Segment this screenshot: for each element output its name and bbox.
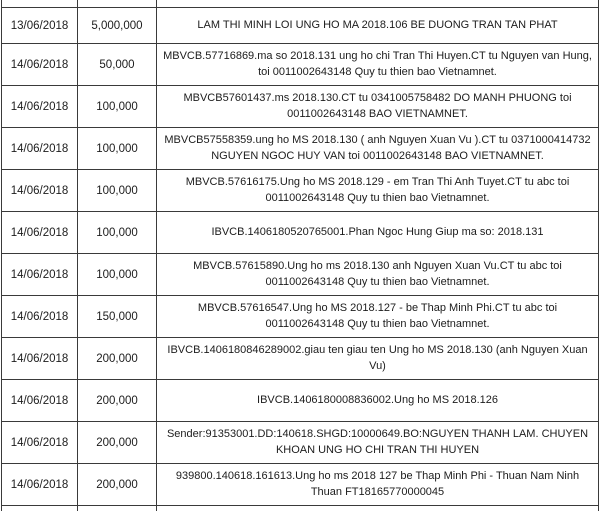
amount-cell: 150,000 (78, 296, 157, 337)
description-cell: LAM THI MINH LOI UNG HO MA 2018.106 BE DUONG TRAN TAN PHAT (197, 18, 558, 31)
description-cell (157, 506, 598, 511)
amount-cell: 200,000 (78, 338, 157, 379)
description-cell: MBVCB.57716869.ma so 2018.131 ung ho chi Tran Thi Huyen.CT tu Nguyen van Hung, toi 0011002643148 Quy tu thien bao Vietnamnet. (163, 50, 592, 78)
date-cell: 14/06/2018 (2, 296, 78, 337)
date-cell: 14/06/2018 (2, 380, 78, 421)
date-cell (2, 506, 78, 511)
description-cell: MBVCB.57616175.Ung ho MS 2018.129 - em Tran Thi Anh Tuyet.CT tu abc toi 0011002643148 Quy tu thien bao Vietnamnet. (185, 176, 570, 204)
date-cell: 14/06/2018 (2, 170, 78, 211)
description-cell: 939800.140618.161613.Ung ho ms 2018 127 be Thap Minh Phi - Thuan Nam Ninh Thuan FT18165770000045 (175, 470, 580, 498)
partial-row-top (2, 0, 598, 8)
date-cell: 13/06/2018 (2, 8, 78, 43)
description-cell: MBVCB57558359.ung ho MS 2018.130 ( anh Nguyen Xuan Vu ).CT tu 0371000414732 NGUYEN NGOC HUY VAN toi 0011002643148 BAO VIETNAMNET. (164, 134, 591, 162)
amount-cell: 100,000 (78, 212, 157, 253)
amount-cell: 50,000 (78, 44, 157, 85)
table-row (2, 422, 598, 464)
description-cell: MBVCB.57616547.Ung ho MS 2018.127 - be Thap Minh Phi.CT tu abc toi 0011002643148 Quy tu thien bao Vietnamnet. (197, 302, 558, 330)
date-cell: 14/06/2018 (2, 128, 78, 169)
amount-cell (78, 506, 157, 511)
table-row (2, 464, 598, 506)
donation-table (1, 0, 599, 511)
amount-cell: 200,000 (78, 464, 157, 505)
donation-table-body (2, 8, 598, 506)
table-row (2, 8, 598, 44)
description-cell: MBVCB.57615890.Ung ho ms 2018.130 anh Nguyen Xuan Vu.CT tu abc toi 0011002643148 Quy tu thien bao Vietnamnet. (193, 260, 562, 288)
table-row (2, 254, 598, 296)
table-row (2, 380, 598, 422)
description-cell: IBVCB.1406180520765001.Phan Ngoc Hung Giup ma so: 2018.131 (211, 225, 544, 238)
description-cell: IBVCB.1406180846289002.giau ten giau ten Ung ho MS 2018.130 (anh Nguyen Xuan Vu) (167, 344, 588, 372)
amount-cell: 5,000,000 (78, 8, 157, 43)
table-row (2, 296, 598, 338)
amount-cell: 200,000 (78, 422, 157, 463)
amount-cell: 100,000 (78, 254, 157, 295)
amount-cell: 100,000 (78, 128, 157, 169)
date-cell: 14/06/2018 (2, 44, 78, 85)
table-row (2, 128, 598, 170)
date-cell: 14/06/2018 (2, 212, 78, 253)
table-row (2, 212, 598, 254)
date-cell: 14/06/2018 (2, 464, 78, 505)
description-cell (157, 0, 598, 7)
date-cell: 14/06/2018 (2, 338, 78, 379)
description-cell: MBVCB57601437.ms 2018.130.CT tu 0341005758482 DO MANH PHUONG toi 0011002643148 BAO VIETNAMNET. (183, 92, 572, 120)
date-cell (2, 0, 78, 7)
date-cell: 14/06/2018 (2, 86, 78, 127)
date-cell: 14/06/2018 (2, 422, 78, 463)
description-cell: Sender:91353001.DD:140618.SHGD:10000649.BO:NGUYEN THANH LAM. CHUYEN KHOAN UNG HO CHI TRAN THI HUYEN (166, 428, 589, 456)
date-cell: 14/06/2018 (2, 254, 78, 295)
amount-cell: 100,000 (78, 86, 157, 127)
partial-row-bottom (2, 506, 598, 511)
amount-cell: 200,000 (78, 380, 157, 421)
table-row (2, 170, 598, 212)
table-row (2, 86, 598, 128)
amount-cell: 100,000 (78, 170, 157, 211)
table-row (2, 338, 598, 380)
description-cell: IBVCB.1406180008836002.Ung ho MS 2018.126 (257, 393, 498, 406)
amount-cell (78, 0, 157, 7)
table-row (2, 44, 598, 86)
